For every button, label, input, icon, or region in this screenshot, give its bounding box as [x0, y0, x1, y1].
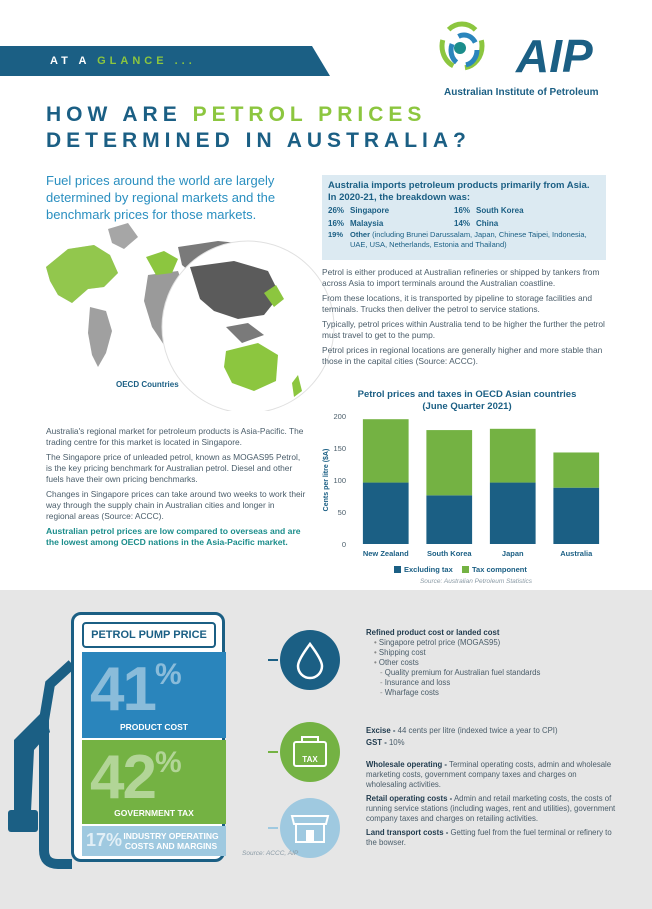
map-europe: [146, 251, 178, 275]
retail-text: Admin and retail marketing costs, the costs of running service stations (including wages, rent and utilities), government company taxes and charges on retailing activities.: [366, 794, 616, 823]
banner-part2: GLANCE ...: [97, 55, 196, 67]
map-north-america: [46, 245, 118, 303]
chart-source: Source: Australian Petroleum Statistics: [419, 578, 533, 585]
retail-label: Retail operating costs -: [366, 794, 453, 803]
x-tick-label: South Korea: [426, 549, 472, 558]
imports-row: [328, 204, 600, 217]
legend-swatch: [394, 566, 401, 573]
imports-country: China: [476, 219, 499, 228]
gst-label: GST -: [366, 738, 387, 747]
logo-org-name: Australian Institute of Petroleum: [444, 87, 599, 98]
tax-detail: [366, 726, 616, 748]
wholesale-label: Wholesale operating -: [366, 760, 448, 769]
refined-item: • Shipping cost: [374, 648, 616, 658]
paragraph: Australia's regional market for petroleum products is Asia-Pacific. The trading centre for this market is located in Singapore.: [46, 426, 304, 447]
shop-icon: [280, 798, 340, 858]
x-tick-label: Japan: [501, 549, 524, 558]
gst-text: 10%: [386, 738, 405, 747]
imports-other: [328, 230, 600, 250]
percent-sign: %: [154, 658, 180, 691]
tax-folder-icon: [280, 722, 340, 782]
right-text-block: [322, 267, 612, 371]
industry-detail: [366, 760, 616, 848]
y-tick-label: 100: [333, 476, 346, 485]
refined-cost-detail: [366, 628, 616, 698]
swirl-icon: [442, 24, 482, 68]
imports-box: [322, 175, 606, 260]
government-tax-segment: [82, 740, 226, 824]
imports-title: Australia imports petroleum products primarily from Asia. In 2020-21, the breakdown was:: [328, 180, 590, 203]
y-axis-label: Cents per litre ($A): [323, 448, 330, 512]
title-line1-a: HOW ARE: [46, 103, 193, 126]
imports-other-detail: (including Brunei Darussalam, Japan, Chinese Taipei, Indonesia, UAE, USA, Netherlands, Estonia and Thailand): [350, 230, 587, 249]
industry-label-line2: COSTS AND MARGINS: [124, 841, 218, 851]
product-pct: [90, 654, 180, 725]
government-tax-label: GOVERNMENT TAX: [114, 808, 194, 818]
highlight-paragraph: Australian petrol prices are low compared to overseas and are the lowest among OECD nations in the Asia-Pacific market.: [46, 526, 301, 547]
excise-text: 44 cents per litre (indexed twice a year to CPI): [395, 726, 558, 735]
chart-subtitle: (June Quarter 2021): [422, 401, 512, 412]
banner-text: [50, 55, 196, 67]
bar-tax-component: [426, 430, 472, 495]
lead-text: Fuel prices around the world are largely determined by regional markets and the benchmark prices for those markets.: [46, 173, 276, 222]
refined-title: Refined product cost or landed cost: [366, 628, 500, 637]
imports-pct: 14%: [454, 219, 471, 228]
left-text-block: [46, 426, 306, 552]
paragraph: Petrol is either produced at Australian refineries or shipped by tankers from across Asia to import terminals around the Australian coastline.: [322, 267, 600, 288]
imports-other-label: Other: [350, 230, 371, 239]
title-line2: DETERMINED IN AUSTRALIA?: [46, 129, 471, 152]
x-tick-label: Australia: [560, 549, 593, 558]
legend-label: Excluding tax: [404, 565, 453, 574]
legend-label: Tax component: [472, 565, 527, 574]
y-tick-label: 50: [337, 508, 346, 517]
y-tick-label: 0: [341, 540, 346, 549]
pump-source: Source: ACCC, AIP: [242, 850, 299, 857]
stacked-bar-chart: [316, 408, 616, 586]
wholesale-text: Terminal operating costs, admin and wholesale marketing costs, government company taxes and charges on wholesaling activities.: [366, 760, 612, 789]
excise-label: Excise -: [366, 726, 396, 735]
pump-header: PETROL PUMP PRICE: [82, 622, 216, 648]
tax-icon-text: TAX: [302, 755, 318, 764]
industry-pct: 17%: [86, 830, 123, 850]
refined-sub-item: - Quality premium for Australian fuel standards: [380, 668, 616, 678]
product-cost-label: PRODUCT COST: [120, 722, 188, 732]
paragraph: Petrol prices in regional locations are generally higher and more stable than those in the capital cities (Source: ACCC).: [322, 345, 603, 366]
paragraph: The Singapore price of unleaded petrol, known as MOGAS95 Petrol, is the key pricing benchmark for Australian petrol. Diesel and other fuels have their own pricing benchmarks.: [46, 452, 301, 484]
imports-country: South Korea: [476, 206, 524, 215]
map-label: OECD Countries: [116, 380, 179, 389]
imports-pct: 16%: [328, 219, 345, 228]
industry-costs-segment: [82, 826, 226, 856]
refined-sub-item: - Insurance and loss: [380, 678, 616, 688]
chart-title: Petrol prices and taxes in OECD Asian countries: [357, 389, 577, 400]
bar-excluding-tax: [490, 483, 536, 544]
world-map: [28, 215, 348, 411]
percent-sign: %: [154, 746, 180, 779]
title-line1-b: PETROL PRICES: [192, 103, 427, 126]
paragraph: Changes in Singapore prices can take around two weeks to work their way through the supply chain in Australian cities and longer in regional areas (Source: ACCC).: [46, 489, 306, 521]
refined-item: • Other costs: [374, 658, 616, 668]
imports-pct: 16%: [454, 206, 471, 215]
banner-part1: AT A: [50, 55, 98, 67]
y-tick-label: 200: [333, 412, 346, 421]
tax-pct: [90, 742, 180, 813]
page-title: [46, 102, 471, 154]
industry-label: [118, 831, 224, 851]
bar-tax-component: [363, 419, 409, 482]
land-text: Getting fuel from the fuel terminal or refinery to the bowser.: [366, 828, 612, 847]
imports-pct: 26%: [328, 206, 345, 215]
imports-country: Singapore: [350, 206, 390, 215]
imports-other-pct: 19%: [328, 230, 344, 239]
droplet-icon: [280, 630, 340, 690]
product-pct-value: 41: [90, 655, 155, 724]
bar-excluding-tax: [553, 488, 599, 544]
cost-icons: [268, 600, 358, 860]
bar-excluding-tax: [363, 483, 409, 544]
refined-sub-item: - Wharfage costs: [380, 688, 616, 698]
paragraph: Typically, petrol prices within Australia tend to be higher the further the petrol must travel to get to the pump.: [322, 319, 605, 340]
industry-label-line1: INDUSTRY OPERATING: [123, 831, 219, 841]
product-cost-segment: [82, 652, 226, 738]
x-tick-label: New Zealand: [362, 549, 409, 558]
tax-pct-value: 42: [90, 743, 155, 812]
refined-item: • Singapore petrol price (MOGAS95): [374, 638, 616, 648]
logo-text: AIP: [516, 30, 593, 82]
y-tick-label: 150: [333, 444, 346, 453]
legend-swatch: [462, 566, 469, 573]
bar-tax-component: [490, 429, 536, 483]
bar-tax-component: [553, 452, 599, 487]
imports-country: Malaysia: [350, 219, 384, 228]
imports-row: [328, 217, 600, 230]
bar-excluding-tax: [426, 495, 472, 544]
land-label: Land transport costs -: [366, 828, 449, 837]
paragraph: From these locations, it is transported by pipeline to storage facilities and terminals. Trucks then deliver the petrol to service stations.: [322, 293, 592, 314]
